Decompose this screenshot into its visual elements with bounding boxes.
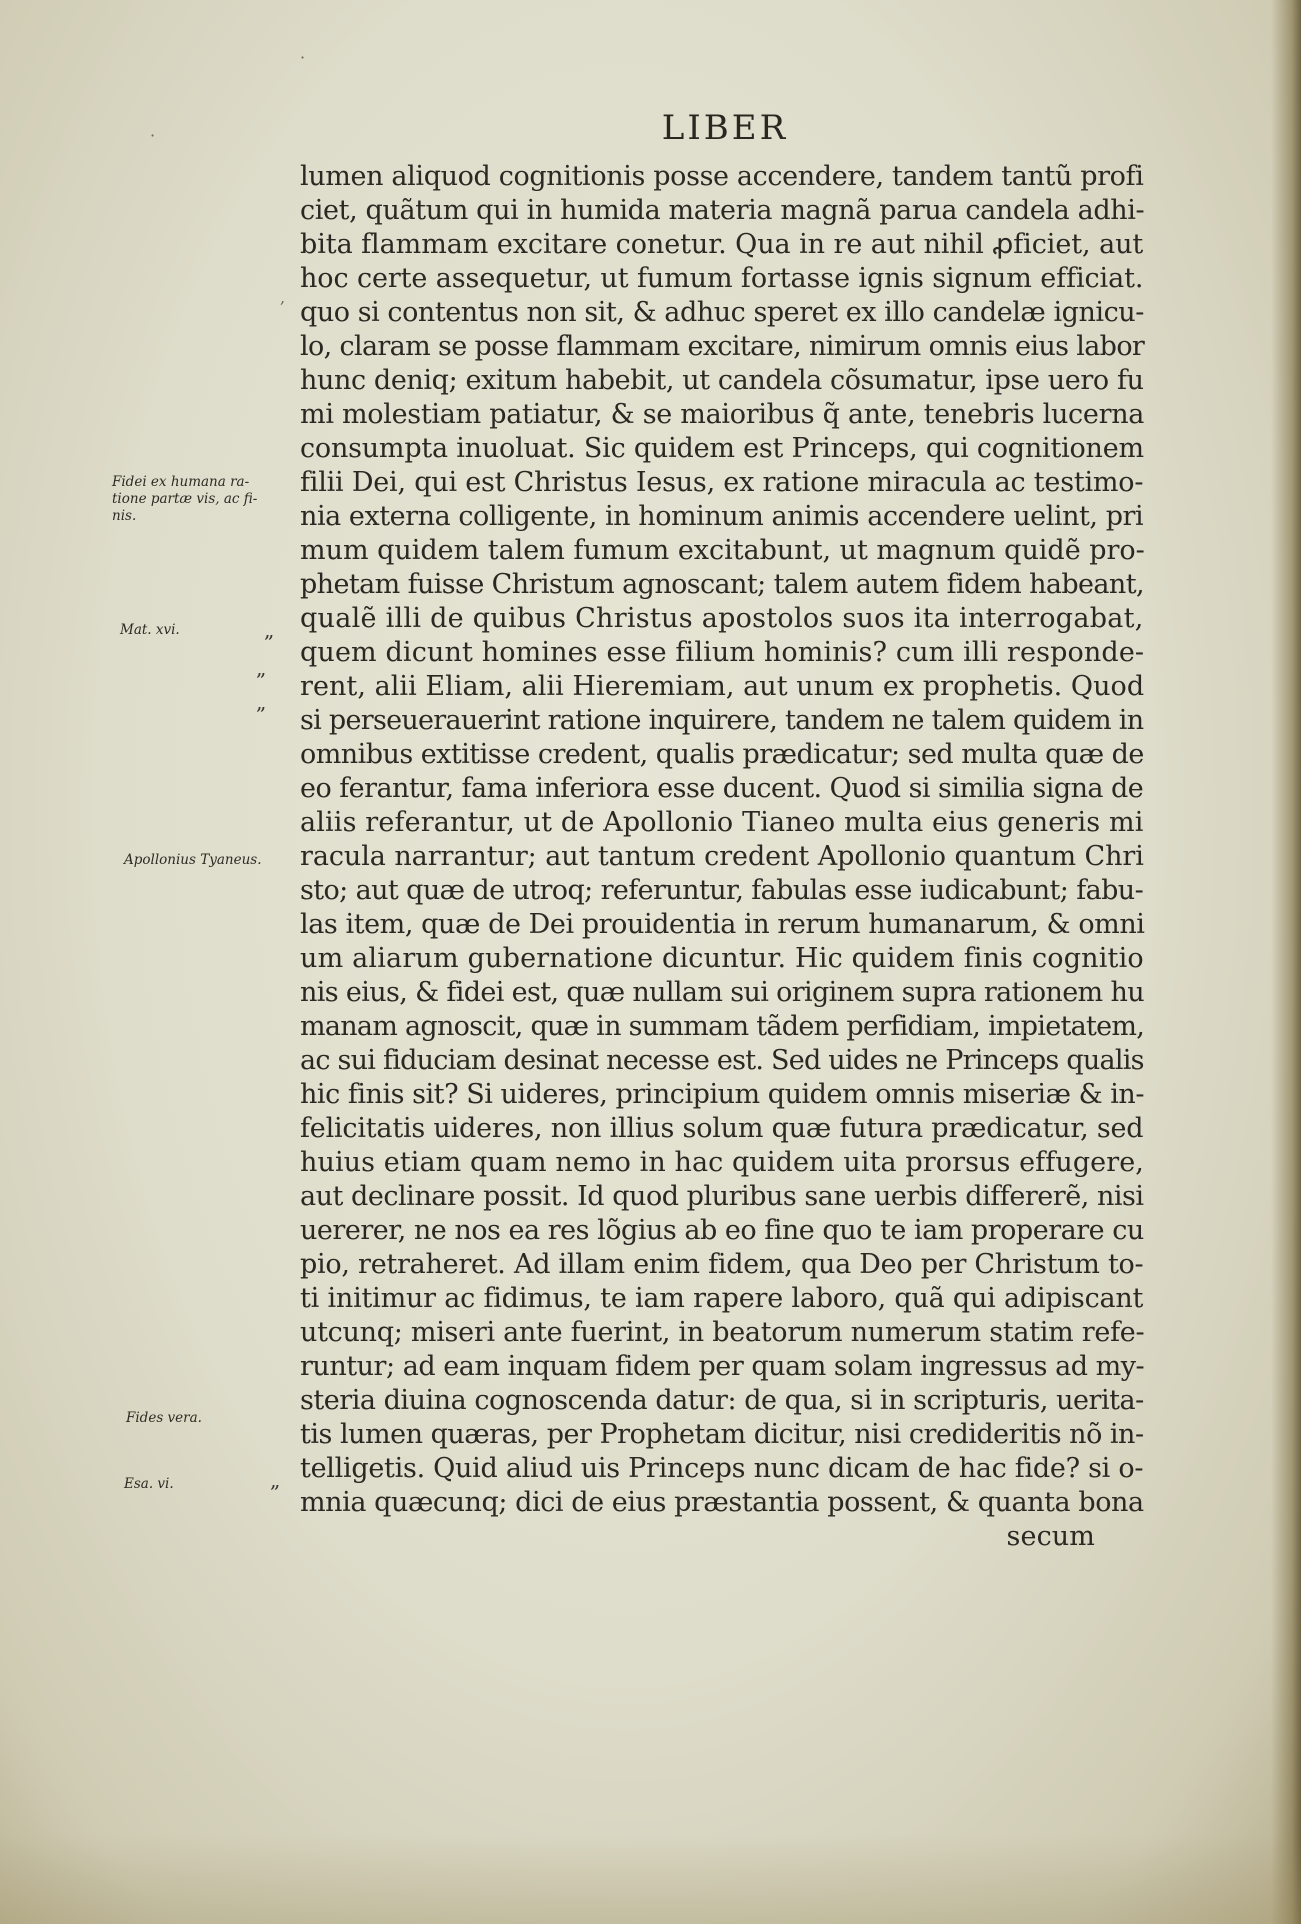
- text-line: eo ferantur, fama inferiora esse ducent. Quod si similia signa de: [300, 773, 1144, 804]
- text-line: aut declinare possit. Id quod pluribus sane uerbis differerẽ, nisi: [300, 1181, 1144, 1212]
- text-line: hic finis sit? Si uideres, principium quidem omnis miseriæ & in-: [300, 1079, 1145, 1110]
- ink-speck: ·: [150, 126, 156, 145]
- text-line: lumen aliquod cognitionis posse accendere, tandem tantũ profi: [300, 161, 1144, 192]
- text-line: omnibus extitisse credent, qualis prædicatur; sed multa quæ de: [300, 739, 1144, 770]
- running-head: LIBER: [661, 108, 789, 148]
- text-line: mum quidem talem fumum excitabunt, ut magnum quidẽ pro-: [300, 535, 1145, 566]
- text-line: huius etiam quam nemo in hac quidem uita prorsus effugere,: [300, 1147, 1144, 1178]
- text-line: mi molestiam patiatur, & se maioribus q̃ ante, tenebris lucerna: [300, 399, 1145, 430]
- catchword: secum: [1006, 1521, 1095, 1552]
- ink-speck: ,: [280, 288, 286, 307]
- marginal-note-fidei: Fidei ex humana ra- tione partæ vis, ac fi- nis.: [112, 474, 258, 524]
- text-line: quem dicunt homines esse filium hominis? cum illi responde-: [300, 637, 1145, 668]
- text-line: lo, claram se posse flammam excitare, nimirum omnis eius labor: [300, 331, 1145, 362]
- text-line: hunc deniq; exitum habebit, ut candela cõsumatur, ipse uero fu: [300, 365, 1144, 396]
- quote-mark: „: [256, 690, 267, 714]
- ink-speck: ·: [300, 48, 306, 67]
- marginal-note-esa: Esa. vi.: [124, 1476, 174, 1492]
- text-line: telligetis. Quid aliud uis Princeps nunc dicam de hac fide? si o-: [300, 1453, 1144, 1484]
- text-line: filii Dei, qui est Christus Iesus, ex ratione miracula ac testimo-: [300, 467, 1144, 498]
- marginal-note-mat: Mat. xvi.: [120, 622, 180, 638]
- quote-mark: „: [270, 1468, 281, 1492]
- text-line: pio, retraheret. Ad illam enim fidem, qua Deo per Christum to-: [300, 1249, 1144, 1280]
- text-line: qualẽ illi de quibus Christus apostolos suos ita interrogabat,: [300, 603, 1144, 634]
- text-line: runtur; ad eam inquam fidem per quam solam ingressus ad my-: [300, 1351, 1145, 1382]
- quote-mark: „: [264, 618, 275, 642]
- text-line: las item, quæ de Dei prouidentia in rerum humanarum, & omni: [300, 909, 1145, 940]
- text-line: manam agnoscit, quæ in summam tãdem perfidiam, impietatem,: [300, 1011, 1145, 1042]
- page-bottom-tone: [0, 1834, 1301, 1924]
- text-line: ac sui fiduciam desinat necesse est. Sed uides ne Princeps qualis: [300, 1045, 1144, 1076]
- text-line: mnia quæcunq; dici de eius præstantia possent, & quanta bona: [300, 1487, 1144, 1518]
- text-line: si perseuerauerint ratione inquirere, tandem ne talem quidem in: [300, 705, 1144, 736]
- text-line: nis eius, & fidei est, quæ nullam sui originem supra rationem hu: [300, 977, 1144, 1008]
- marginal-note-apollonius: Apollonius Tyaneus.: [124, 852, 262, 868]
- text-line: sto; aut quæ de utroq; referuntur, fabulas esse iudicabunt; fabu-: [300, 875, 1144, 906]
- text-line: utcunq; miseri ante fuerint, in beatorum numerum statim refe-: [300, 1317, 1145, 1348]
- text-line: aliis referantur, ut de Apollonio Tianeo multa eius generis mi: [300, 807, 1144, 838]
- quote-mark: „: [256, 656, 267, 680]
- text-line: consumpta inuoluat. Sic quidem est Princeps, qui cognitionem: [300, 433, 1144, 464]
- text-line: hoc certe assequetur, ut fumum fortasse ignis signum efficiat.: [300, 263, 1144, 294]
- body-text: [300, 160, 1150, 1554]
- text-line: quo si contentus non sit, & adhuc speret ex illo candelæ ignicu-: [300, 297, 1144, 328]
- text-line: bita flammam excitare conetur. Qua in re aut nihil ꝓficiet, aut: [300, 229, 1144, 260]
- text-line: uererer, ne nos ea res lõgius ab eo fine quo te iam properare cu: [300, 1215, 1144, 1246]
- text-line: ciet, quãtum qui in humida materia magnã parua candela adhi-: [300, 195, 1145, 226]
- text-line: um aliarum gubernatione dicuntur. Hic quidem finis cognitio: [300, 943, 1144, 974]
- page-edge-shadow: [1271, 0, 1301, 1924]
- text-line: felicitatis uideres, non illius solum quæ futura prædicatur, sed: [300, 1113, 1144, 1144]
- text-line: tis lumen quæras, per Prophetam dicitur, nisi credideritis nõ in-: [300, 1419, 1144, 1450]
- text-line: nia externa colligente, in hominum animis accendere uelint, pri: [300, 501, 1144, 532]
- text-line: rent, alii Eliam, alii Hieremiam, aut unum ex prophetis. Quod: [300, 671, 1145, 702]
- text-line: ti initimur ac fidimus, te iam rapere laboro, quã qui adipiscant: [300, 1283, 1144, 1314]
- text-line: steria diuina cognoscenda datur: de qua, si in scripturis, uerita-: [300, 1385, 1144, 1416]
- text-line: racula narrantur; aut tantum credent Apollonio quantum Chri: [300, 841, 1144, 872]
- marginal-note-fides: Fides vera.: [126, 1410, 202, 1426]
- text-line: phetam fuisse Christum agnoscant; talem autem fidem habeant,: [300, 569, 1144, 600]
